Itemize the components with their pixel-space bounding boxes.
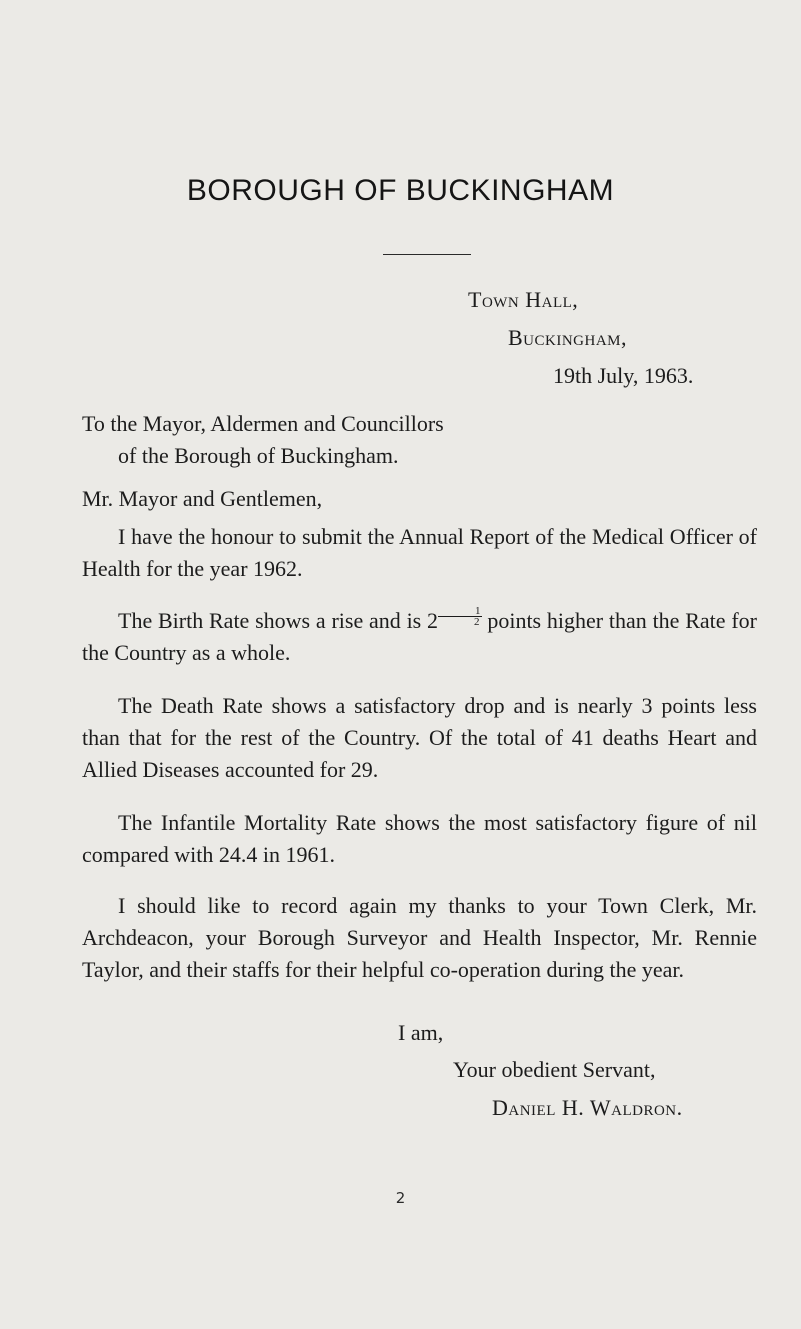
- page-number: 2: [395, 1189, 406, 1207]
- recipient-line-2: of the Borough of Buckingham.: [118, 443, 399, 468]
- recipient-line-1: To the Mayor, Aldermen and Councillors: [82, 411, 444, 436]
- paragraph-birth-rate: [82, 605, 757, 669]
- page-title: BOROUGH OF BUCKINGHAM: [186, 174, 615, 207]
- birth-rate-text-start: The Birth Rate shows a rise and is 2: [118, 608, 439, 633]
- fraction-half: $\frac{1}{2}$: [438, 606, 482, 627]
- birth-rate-text-end: points higher than the Rate for the Country as a whole.: [82, 608, 757, 665]
- address-line-town-hall: Town Hall,: [468, 287, 579, 312]
- title-divider: [383, 254, 471, 255]
- closing-i-am: I am,: [398, 1020, 444, 1045]
- letter-date: 19th July, 1963.: [553, 363, 694, 388]
- paragraph-thanks: I should like to record again my thanks to your Town Clerk, Mr. Archdeacon, your Borough Surveyor and Health Inspector, Mr. Rennie Taylor, and their staffs for their helpful co-operation during the year.: [82, 893, 757, 982]
- paragraph-report: I have the honour to submit the Annual Report of the Medical Officer of Health for the year 1962.: [82, 524, 757, 581]
- closing-servant: Your obedient Servant,: [453, 1057, 656, 1082]
- address-line-buckingham: Buckingham,: [508, 325, 628, 350]
- signature-name: Daniel H. Waldron.: [492, 1095, 683, 1120]
- paragraph-infantile-mortality: The Infantile Mortality Rate shows the most satisfactory figure of nil compared with 24.4 in 1961.: [82, 810, 757, 867]
- paragraph-death-rate: The Death Rate shows a satisfactory drop and is nearly 3 points less than that for the rest of the Country. Of the total of 41 deaths Heart and Allied Diseases accounted for 29.: [82, 693, 757, 782]
- salutation: Mr. Mayor and Gentlemen,: [82, 486, 323, 511]
- recipient-block: [82, 408, 757, 472]
